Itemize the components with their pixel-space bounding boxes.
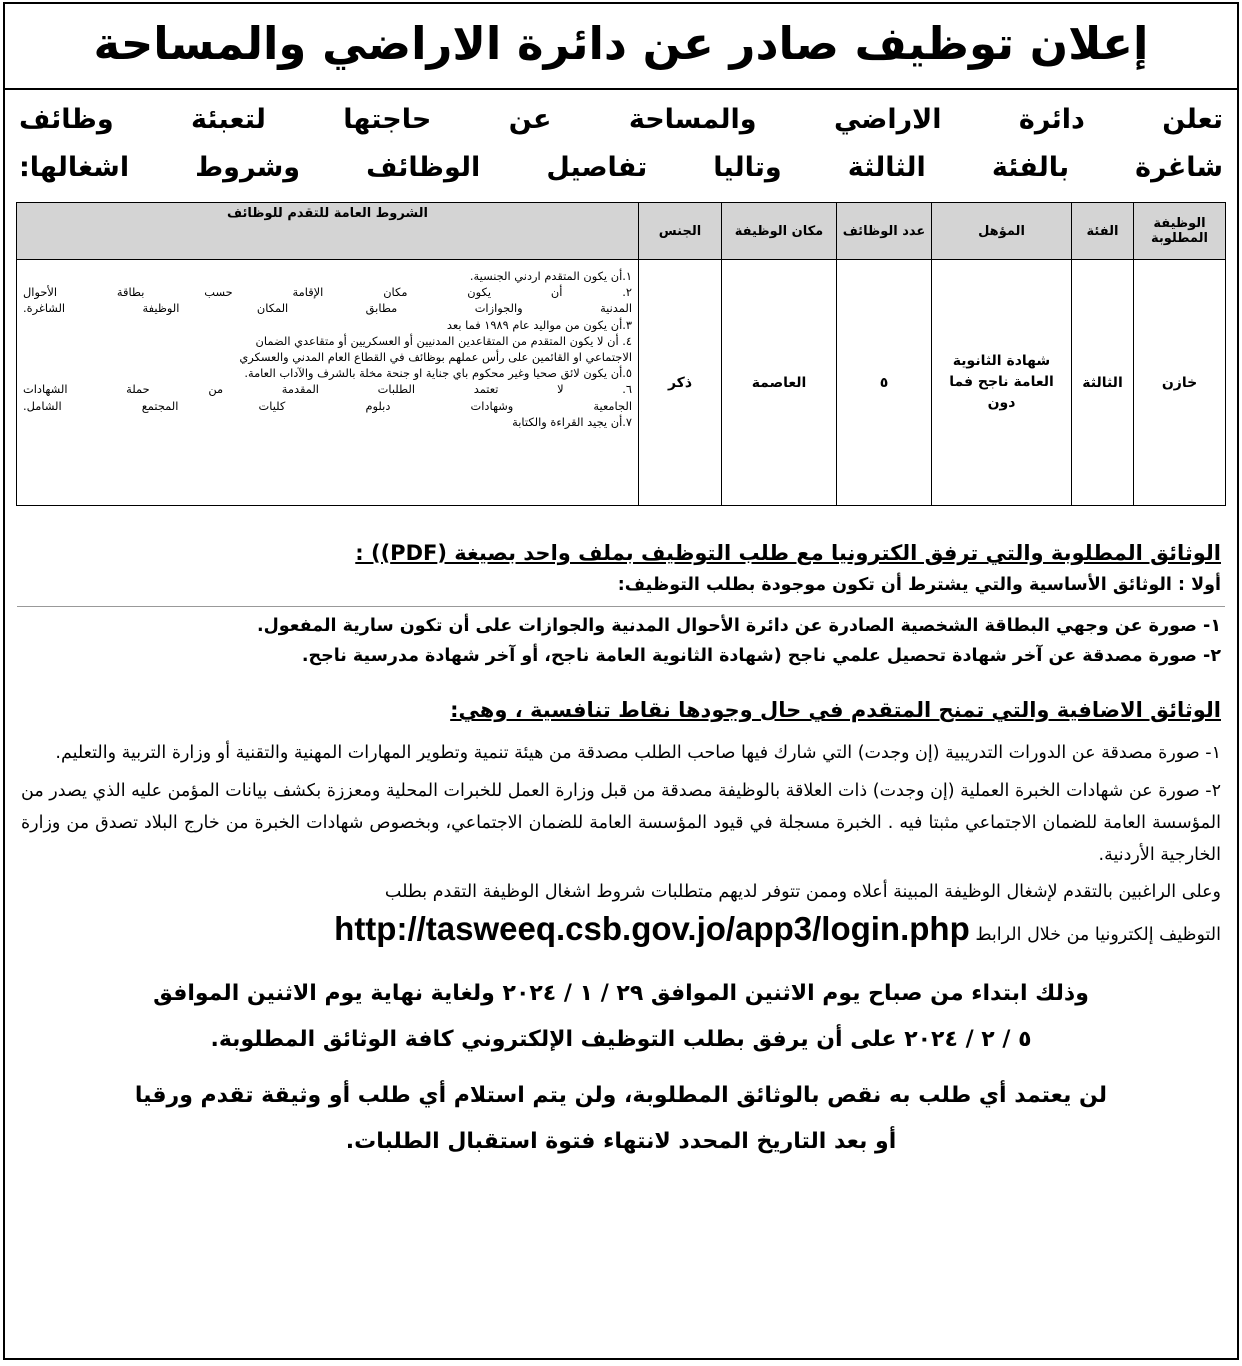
apply-link-label: التوظيف إلكترونيا من خلال الرابط — [975, 925, 1221, 945]
condition-line: الجامعية وشهادات دبلوم كليات المجتمع الشامل. — [23, 398, 632, 413]
table-row — [17, 260, 1226, 506]
header-location: مكان الوظيفة — [722, 203, 837, 260]
page-title: إعلان توظيف صادر عن دائرة الاراضي والمساحة — [93, 17, 1149, 70]
basic-documents-heading: أولا : الوثائق الأساسية والتي يشترط أن تكون موجودة بطلب التوظيف: — [617, 575, 1221, 595]
condition-line: ٦. لا تعتمد الطلبات المقدمة من حملة الشهادات — [23, 382, 632, 397]
cell-job: خازن — [1134, 260, 1226, 506]
condition-line: ٥.أن يكون لائق صحيا وغير محكوم باي جناية او جنحة مخلة بالشرف والآداب العامة. — [244, 366, 632, 381]
intro-paragraph — [5, 90, 1237, 194]
application-link[interactable]: http://tasweeq.csb.gov.jo/app3/login.php — [334, 910, 970, 947]
extra-document-item: ١- صورة مصدقة عن الدورات التدريبية (إن وجدت) التي شارك فيها صاحب الطلب مصدقة من هيئة تنمية وتطوير المهارات المهنية والتقنية أو وزارة التربية والتعليم. — [55, 743, 1221, 763]
announcement-page — [3, 2, 1239, 1360]
cell-gender: ذكر — [639, 260, 722, 506]
condition-line: ٢. أن يكون مكان الإقامة حسب بطاقة الأحوال — [23, 285, 632, 300]
header-gender: الجنس — [639, 203, 722, 260]
closing-line-2: أو بعد التاريخ المحدد لانتهاء فتوة استقبال الطلبات. — [345, 1129, 897, 1154]
jobs-table — [16, 202, 1226, 506]
documents-heading-text: الوثائق المطلوبة والتي ترفق الكترونيا مع طلب التوظيف بملف واحد بصيغة (PDF)) : — [355, 541, 1221, 565]
cell-count: ٥ — [837, 260, 932, 506]
intro-line-1: تعلن دائرة الاراضي والمساحة عن حاجتها لتعبئة وظائف — [19, 104, 1223, 135]
divider — [17, 606, 1225, 607]
condition-line: ١.أن يكون المتقدم اردني الجنسية. — [469, 269, 632, 283]
cell-qualification: شهادة الثانوية العامة ناجح فما دون — [932, 260, 1072, 506]
basic-document-item: ١- صورة عن وجهي البطاقة الشخصية الصادرة عن دائرة الأحوال المدنية والجوازات على أن تكون سارية المفعول. — [256, 616, 1221, 636]
header-count: عدد الوظائف — [837, 203, 932, 260]
header-conditions: الشروط العامة للتقدم للوظائف — [17, 203, 639, 260]
basic-document-item: ٢- صورة مصدقة عن آخر شهادة تحصيل علمي ناجح (شهادة الثانوية العامة ناجح، أو آخر شهادة مدرسية ناجح. — [301, 646, 1221, 666]
header-qualification: المؤهل — [932, 203, 1072, 260]
intro-line-2: شاغرة بالفئة الثالثة وتاليا تفاصيل الوظائف وشروط اشغالها: — [19, 152, 1223, 183]
condition-line: ٣.أن يكون من مواليد عام ١٩٨٩ فما بعد — [446, 317, 632, 332]
cell-location: العاصمة — [722, 260, 837, 506]
extra-documents-heading-text: الوثائق الاضافية والتي تمنح المتقدم في حال وجودها نقاط تنافسية ، وهي: — [450, 698, 1221, 722]
closing-line-1: لن يعتمد أي طلب به نقص بالوثائق المطلوبة، ولن يتم استلام أي طلب أو وثيقة تقدم ورقيا — [134, 1083, 1108, 1108]
condition-line: ٧.أن يجيد القراءة والكتابة — [512, 414, 632, 429]
condition-line: ٤. أن لا يكون المتقدم من المتقاعدين المدنيين أو العسكريين أو متقاعدي الضمان — [255, 333, 632, 348]
documents-heading — [5, 536, 1237, 570]
header-job: الوظيفة المطلوبة — [1134, 203, 1226, 260]
header-category: الفئة — [1072, 203, 1134, 260]
dates-line-2: ٥ / ٢ / ٢٠٢٤ على أن يرفق بطلب التوظيف الإلكتروني كافة الوثائق المطلوبة. — [210, 1027, 1032, 1052]
table-header-row — [17, 203, 1226, 260]
closing-paragraph — [5, 1073, 1237, 1165]
apply-instructions: وعلى الراغبين بالتقدم لإشغال الوظيفة المبينة أعلاه وممن تتوفر لديهم متطلبات شروط اشغال الوظيفة التقدم بطلب — [384, 882, 1221, 902]
cell-conditions — [17, 260, 639, 506]
cell-category: الثالثة — [1072, 260, 1134, 506]
extra-documents-heading — [5, 693, 1237, 727]
condition-line: الاجتماعي او القائمين على رأس عملهم بوظائف في القطاع العام المدني والعسكري — [239, 350, 632, 365]
dates-line-1: وذلك ابتداء من صباح يوم الاثنين الموافق ٢٩ / ١ / ٢٠٢٤ ولغاية نهاية يوم الاثنين الموافق — [153, 981, 1089, 1006]
apply-link-line — [5, 907, 1237, 957]
extra-document-item: ٢- صورة عن شهادات الخبرة العملية (إن وجدت) ذات العلاقة بالوظيفة مصدقة من قبل وزارة العمل للخبرات المحلية ومعززة بكشف بيانات المؤمن عليه الذي يصدر من المؤسسة العامة للضمان الاجتماعي مثبتا فيه . الخبرة مسجلة في قيود المؤسسة العامة للضمان الاجتماعي، وبخصوص شهادات الخبرة من خارج البلاد تصدق من وزارة الخارجية الأردنية. — [21, 781, 1221, 865]
dates-paragraph — [5, 971, 1237, 1063]
condition-line: المدنية والجوازات مطابق المكان الوظيفة الشاغرة. — [23, 301, 632, 316]
